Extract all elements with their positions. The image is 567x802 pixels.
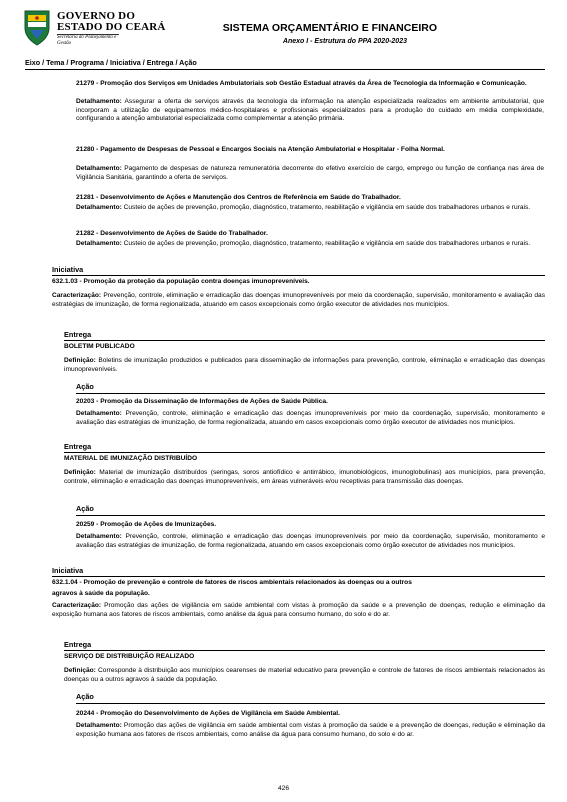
gov-name-line2: ESTADO DO CEARÁ [57, 21, 166, 33]
entrega-title: SERVIÇO DE DISTRIBUIÇÃO REALIZADO [64, 653, 195, 660]
action-detail-text: Prevenção, controle, eliminação e erradicação das doenças imunopreveníveis por meio da coordenação, supervisão, monitoramento e avaliação das estratégias de imunização, de forma regionalizada, atuando em casos excepcionais como órgão executor de atividades nos municípios. [76, 533, 545, 549]
acao-detail-20244 [76, 722, 545, 739]
action-title-21282: 21282 - Desenvolvimento de Ações de Saúde do Trabalhador. [76, 230, 268, 237]
iniciativa-caracterizacao [52, 602, 545, 619]
section-label-entrega: Entrega [64, 640, 92, 649]
section-label-entrega: Entrega [64, 330, 92, 339]
action-detail-text: Custeio de ações de prevenção, promoção, diagnóstico, tratamento, reabilitação e vigilância em saúde dos trabalhadores urbanos e rurais. [123, 240, 531, 247]
entrega-title: MATERIAL DE IMUNIZAÇÃO DISTRIBUÍDO [64, 455, 198, 462]
definicao-text: Boletins de imunização produzidos e publicados para disseminação de informações para prevenção, controle, eliminação e erradicação das doenças imunopreveníveis. [64, 357, 546, 373]
action-title-21281: 21281 - Desenvolvimento de Ações e Manutenção dos Centros de Referência em Saúde do Trabalhador. [76, 194, 401, 201]
action-detail-text: Pagamento de despesas de natureza remuneratória decorrente do efetivo exercício de cargo, emprego ou função de confiança nas área de Vigilância Sanitária, garantindo a oferta de serviços. [76, 165, 544, 181]
entrega-definicao [64, 469, 545, 486]
iniciativa-caracterizacao [52, 292, 545, 309]
entrega-title: BOLETIM PUBLICADO [64, 343, 135, 350]
detail-label: Detalhamento: [76, 410, 122, 417]
detail-label: Detalhamento: [76, 533, 122, 540]
system-subtitle: Anexo I - Estrutura do PPA 2020-2023 [282, 38, 407, 45]
acao-title-20203: 20203 - Promoção da Disseminação de Informações de Ações de Saúde Pública. [76, 398, 328, 405]
action-detail-text: Assegurar a oferta de serviços através da tecnologia da informação na atenção especializada realizados em ambiente ambulatorial, que incorporam a utilização de equipamentos médico-hospitalares e profissionais especializados para a produção do cuidado em média complexidade, configurando a atenção ambulatorial especializada como complementar a atenção primária. [76, 98, 544, 123]
breadcrumb-divider [25, 69, 545, 70]
caracterizacao-label: Caracterização: [52, 292, 102, 299]
page-header [0, 0, 567, 60]
entrega-definicao [64, 357, 545, 374]
definicao-label: Definição: [64, 667, 96, 674]
acao-title-20244: 20244 - Promoção do Desenvolvimento de Ações de Vigilância em Saúde Ambiental. [76, 710, 340, 717]
definicao-label: Definição: [64, 357, 96, 364]
section-divider [52, 275, 545, 276]
section-label-iniciativa: Iniciativa [52, 265, 84, 274]
caracterizacao-text: Promoção das ações de vigilância em saúde ambiental com vistas à promoção da saúde e a prevenção de doenças, redução e eliminação da exposição humana aos fatores de riscos ambientais, como análise da água para consumo humano, do solo e do ar. [52, 602, 545, 618]
definicao-label: Definição: [64, 469, 96, 476]
state-crest-icon [22, 8, 52, 46]
government-logo [22, 8, 172, 50]
page-number: 426 [277, 785, 289, 792]
entrega-definicao [64, 667, 545, 684]
system-title: SISTEMA ORÇAMENTÁRIO E FINANCEIRO [222, 22, 437, 34]
detail-label: Detalhamento: [76, 240, 122, 247]
gov-secretariat: Secretaria do Planejamento e Gestão [57, 35, 117, 46]
section-label-entrega: Entrega [64, 442, 92, 451]
iniciativa-title-line1: 632.1.04 - Promoção de prevenção e controle de fatores de riscos ambientais relacionados às doenças ou a outros [52, 579, 412, 586]
action-detail-text: Prevenção, controle, eliminação e erradicação das doenças imunopreveníveis por meio da coordenação, supervisão, monitoramento e avaliação das estratégias de imunização, de forma regionalizada, atuando em casos excepcionais como órgão executor de atividades nos municípios. [76, 410, 545, 426]
section-divider [52, 576, 545, 577]
detail-label: Detalhamento: [76, 98, 122, 105]
detail-label: Detalhamento: [76, 165, 122, 172]
section-divider [64, 340, 545, 341]
definicao-text: Material de imunização distribuídos (seringas, soros antiofídico e antirrábico, imunobiológicos, imunoglobulinas) aos municípios, para prevenção, controle, eliminação e erradicação das doenças imunopreveníveis, em áreas vulneráveis e/ou receptivas para transmissão das doenças. [64, 469, 545, 485]
section-divider [76, 703, 545, 704]
section-divider [76, 393, 545, 394]
action-title-21279: 21279 - Promoção dos Serviços em Unidades Ambulatoriais sob Gestão Estadual através da Área de Tecnologia da Informação e Comunicação. [76, 80, 527, 87]
action-detail-21279 [76, 98, 544, 124]
action-detail-text: Custeio de ações de prevenção, promoção, diagnóstico, tratamento, reabilitação e vigilância em saúde dos trabalhadores urbanos e rurais. [123, 204, 531, 211]
acao-title-20259: 20259 - Promoção de Ações de Imunizações. [76, 521, 217, 528]
detail-label: Detalhamento: [76, 722, 122, 729]
action-detail-text: Promoção das ações de vigilância em saúde ambiental com vistas à promoção da saúde e a prevenção de doenças, redução e eliminação da exposição humana aos fatores de riscos ambientais, como análise da água para consumo humano, do solo e do ar. [76, 722, 545, 738]
section-label-acao: Ação [76, 504, 94, 513]
definicao-text: Corresponde à distribuição aos municípios cearenses de material educativo para prevenção e controle de fatores de riscos ambientais relacionados às doenças ou a outros agravos à saúde da população. [64, 667, 545, 683]
action-detail-21282 [76, 240, 544, 249]
section-divider [76, 515, 545, 516]
iniciativa-title-line2: agravos à saúde da população. [52, 590, 150, 597]
action-title-21280: 21280 - Pagamento de Despesas de Pessoal e Encargos Sociais na Atenção Ambulatorial e Hospitalar - Folha Normal. [76, 146, 445, 153]
section-label-acao: Ação [76, 382, 94, 391]
caracterizacao-label: Caracterização: [52, 602, 102, 609]
action-detail-21281 [76, 204, 544, 213]
breadcrumb: Eixo / Tema / Programa / Iniciativa / Entrega / Ação [25, 58, 197, 67]
action-detail-21280 [76, 165, 544, 182]
iniciativa-title: 632.1.03 - Promoção da proteção da população contra doenças imunopreveníveis. [52, 278, 310, 285]
caracterizacao-text: Prevenção, controle, eliminação e erradicação das doenças imunopreveníveis por meio da coordenação, supervisão, monitoramento e avaliação das estratégias de imunização, de forma regionalizada, atuando em casos excepcionais como órgão executor de atividades nos municípios. [52, 292, 545, 308]
section-divider [64, 452, 545, 453]
section-label-acao: Ação [76, 692, 94, 701]
section-divider [64, 650, 545, 651]
section-label-iniciativa: Iniciativa [52, 566, 84, 575]
acao-detail-20203 [76, 410, 545, 427]
gov-name-line1: GOVERNO DO [57, 10, 136, 22]
detail-label: Detalhamento: [76, 204, 122, 211]
acao-detail-20259 [76, 533, 545, 550]
